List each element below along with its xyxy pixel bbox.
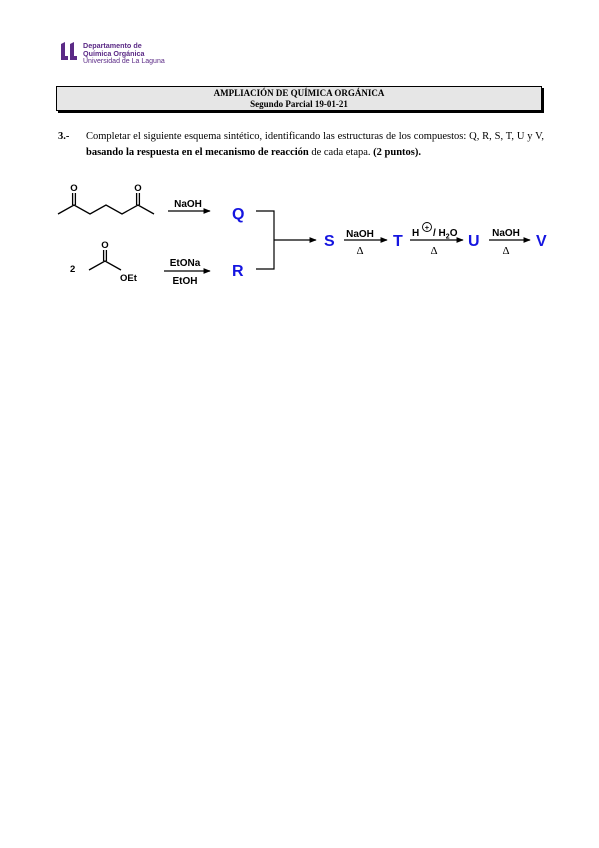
logo-line-2: Química Orgánica <box>83 49 145 59</box>
positive-charge-sign: + <box>424 223 430 232</box>
diketone-backbone <box>58 205 154 214</box>
reagent-etona: EtONa <box>169 258 201 269</box>
compound-r: R <box>232 263 244 280</box>
reagent-naoh-3: NaOH <box>346 229 374 240</box>
compound-u: U <box>468 233 480 250</box>
reagent-water <box>433 228 458 241</box>
question-text-bold: basando la respuesta en el mecanismo de reacción <box>86 146 309 158</box>
stoich-coefficient: 2 <box>70 264 76 275</box>
ester-oet-label: OEt <box>120 273 137 284</box>
oxygen-label-2: O <box>134 183 142 194</box>
question-text-start: Completar el siguiente esquema sintético, identificando las estructuras de los compuestos: Q, R, S, T, U y V, <box>86 131 544 142</box>
compound-s: S <box>324 233 335 250</box>
question-text-mid: de cada etapa. <box>308 146 374 158</box>
reagent-water-sub: 2 <box>445 233 450 241</box>
reagent-water-h: / H <box>433 228 446 239</box>
solvent-etoh: EtOH <box>172 276 198 287</box>
heat-symbol-3: Δ <box>356 245 364 257</box>
logo-line-1: Departamento de <box>83 41 142 50</box>
reagent-h-plus: H <box>412 228 420 239</box>
ester-oxygen-label: O <box>101 240 109 251</box>
heat-symbol-4: Δ <box>430 245 438 257</box>
compound-t: T <box>393 233 403 250</box>
heat-symbol-5: Δ <box>502 245 510 257</box>
ester-backbone <box>89 261 121 270</box>
reagent-naoh-5: NaOH <box>492 228 520 239</box>
ethyl-acetate-structure <box>89 250 121 270</box>
question-points: (2 puntos). <box>373 146 422 158</box>
exam-title: AMPLIACIÓN DE QUÍMICA ORGÁNICA <box>213 88 385 98</box>
heptanedione-structure <box>58 193 154 214</box>
logo-line-3: Universidad de La Laguna <box>83 58 165 66</box>
combine-bracket <box>256 211 274 269</box>
compound-q: Q <box>232 206 245 223</box>
exam-subtitle: Segundo Parcial 19-01-21 <box>250 99 348 109</box>
reagent-water-o: O <box>449 228 458 239</box>
question-number: 3.- <box>58 131 70 142</box>
reagent-naoh-1: NaOH <box>174 199 202 210</box>
compound-v: V <box>536 233 547 250</box>
oxygen-label-1: O <box>70 183 78 194</box>
